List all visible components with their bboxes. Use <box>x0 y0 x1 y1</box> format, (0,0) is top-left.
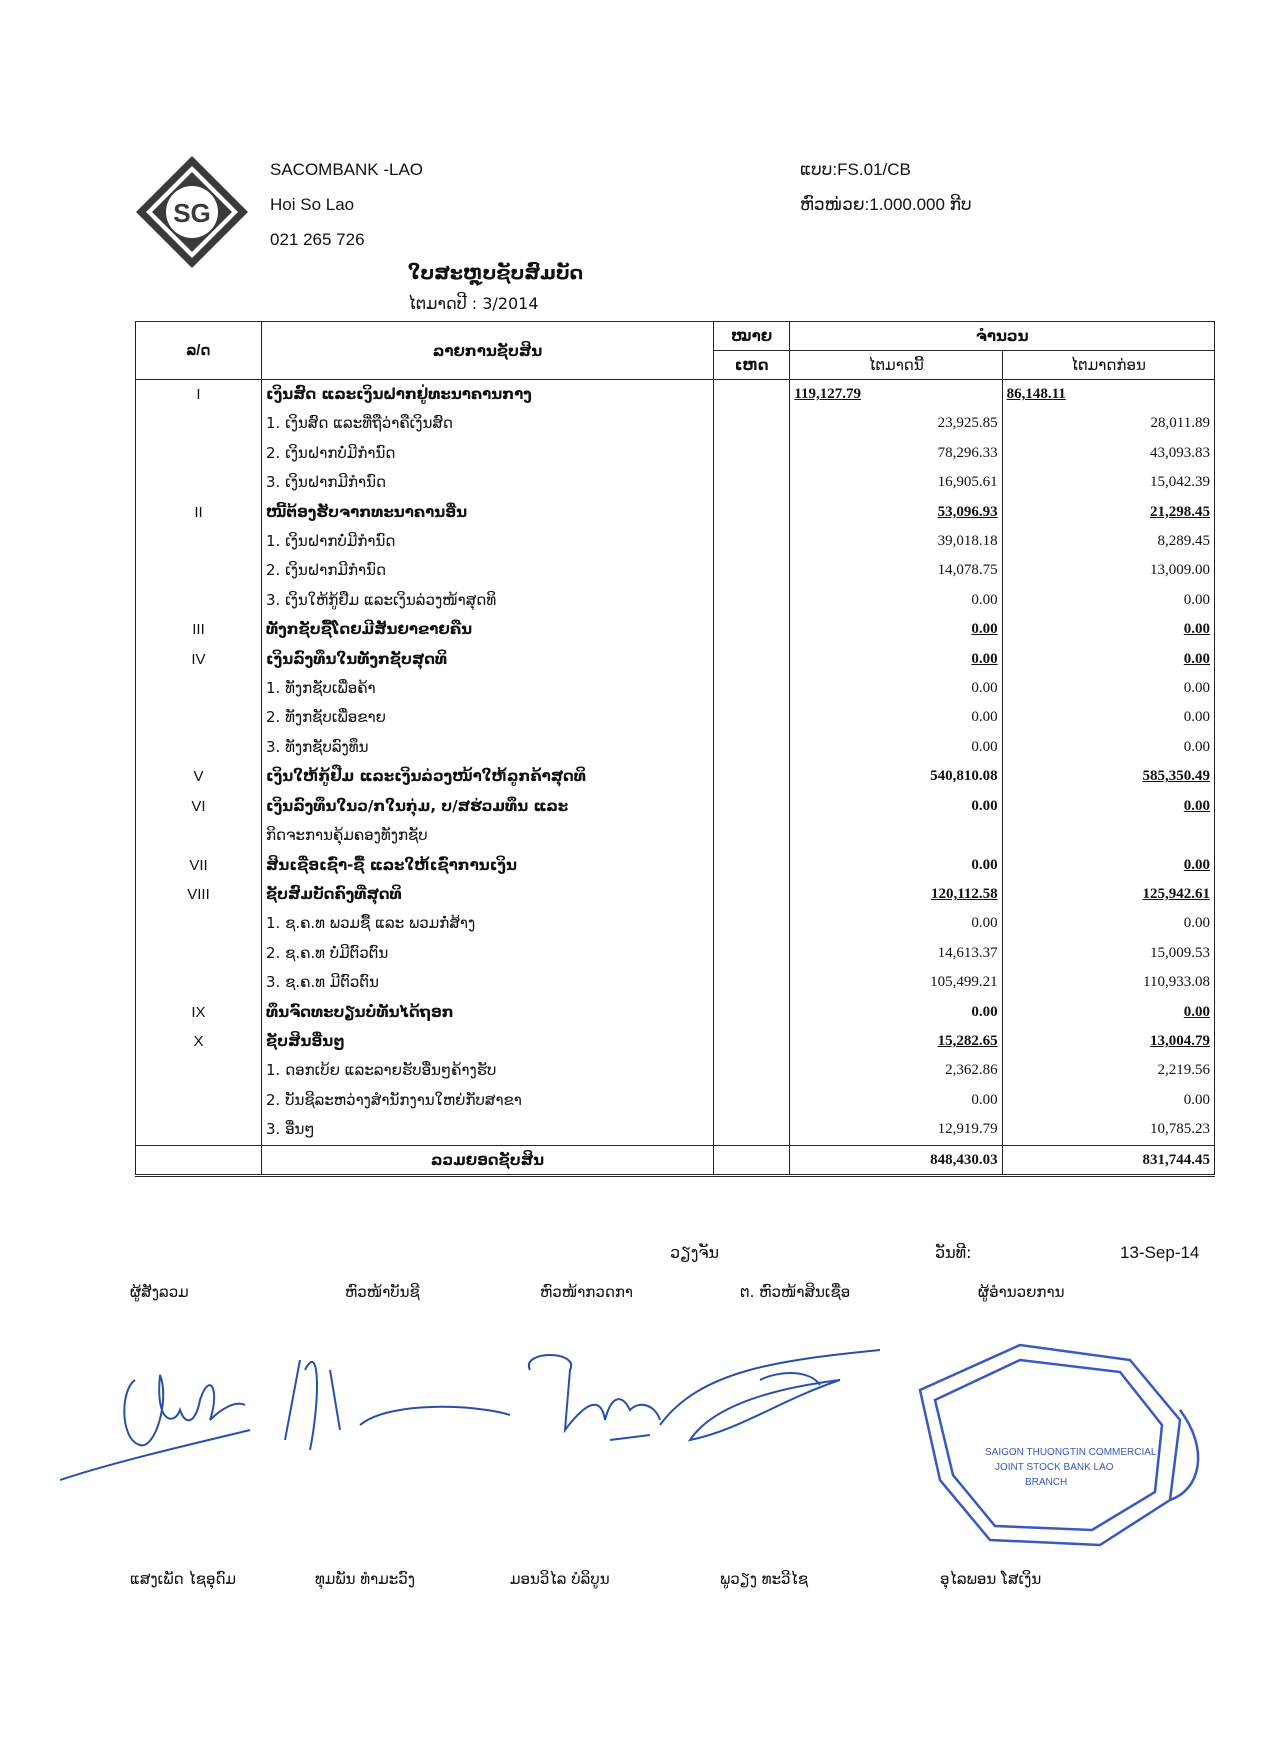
bank-logo <box>132 152 252 272</box>
row-previous: 2,219.56 <box>1002 1056 1214 1085</box>
row-previous: 110,933.08 <box>1002 968 1214 997</box>
row-current: 39,018.18 <box>790 527 1002 556</box>
row-item: ທຶນຈົດທະບຽນບໍ່ທັນໄດ້ຖອກ <box>261 998 713 1027</box>
row-item: ເງິນລົງທຶນໃນວ/ກໃນກຸ່ມ, ບ/ສຮ່ວມທຶນ ແລະ <box>261 792 713 821</box>
total-current: 848,430.03 <box>790 1145 1002 1175</box>
row-number: IV <box>136 645 262 674</box>
table-row <box>136 1056 1215 1085</box>
row-current: 120,112.58 <box>790 880 1002 909</box>
row-previous: 28,011.89 <box>1002 409 1214 438</box>
row-note <box>714 380 790 410</box>
row-previous: 0.00 <box>1002 674 1214 703</box>
row-item: 3. ທັງກຊັບລົງທຶນ <box>261 733 713 762</box>
row-current: 0.00 <box>790 586 1002 615</box>
row-note <box>714 1027 790 1056</box>
row-note <box>714 586 790 615</box>
total-label: ລວມຍອດຊັບສິນ <box>261 1145 713 1175</box>
row-previous: 0.00 <box>1002 909 1214 938</box>
col-header-item: ລາຍການຊັບສິນ <box>261 322 713 380</box>
row-note <box>714 1086 790 1115</box>
row-item: ຊັບສິນອື່ນໆ <box>261 1027 713 1056</box>
name-chief-accountant: ທຸມພັນ ທຳມະວົງ <box>315 1570 415 1588</box>
row-item: 3. ເງິນຝາກມີກຳນົດ <box>261 468 713 497</box>
row-number <box>136 439 262 468</box>
place-label: ວຽງຈັນ <box>670 1243 720 1262</box>
col-header-current: ໄຕມາດນີ້ <box>790 351 1002 380</box>
row-item: ທັງກຊັບຊື້ໂດຍມີສັນຍາຂາຍຄືນ <box>261 615 713 644</box>
table-row <box>136 1027 1215 1056</box>
row-current: 0.00 <box>790 674 1002 703</box>
date-label: ວັນທີ: <box>935 1243 972 1262</box>
table-row <box>136 498 1215 527</box>
row-item: 2. ທັງກຊັບເພື່ອຂາຍ <box>261 703 713 732</box>
row-note <box>714 880 790 909</box>
table-row <box>136 909 1215 938</box>
row-number: I <box>136 380 262 410</box>
table-row <box>136 733 1215 762</box>
form-code: ແບບ:FS.01/CB <box>800 160 911 179</box>
row-note <box>714 674 790 703</box>
row-note <box>714 968 790 997</box>
row-current: 0.00 <box>790 792 1002 821</box>
row-previous: 585,350.49 <box>1002 762 1214 791</box>
stamp-line-1: SAIGON THUONGTIN COMMERCIAL <box>985 1447 1157 1458</box>
row-current: 0.00 <box>790 851 1002 880</box>
row-note <box>714 1115 790 1145</box>
row-note <box>714 762 790 791</box>
row-note <box>714 792 790 821</box>
row-previous: 125,942.61 <box>1002 880 1214 909</box>
document-title: ໃບສະຫຼຸບຊັບສົມບັດ <box>408 262 584 284</box>
role-deputy-credit: ຕ. ຫົວໜ້າສິນເຊື່ອ <box>740 1283 851 1301</box>
role-director: ຜູ້ອຳນວຍການ <box>978 1283 1065 1301</box>
row-number <box>136 674 262 703</box>
row-item: ກິດຈະການຄຸ້ມຄອງທັງກຊັບ <box>261 821 713 850</box>
row-item: ຊັບສົມບັດຄົງທີ່ສຸດທິ <box>261 880 713 909</box>
row-number <box>136 409 262 438</box>
role-compiler: ຜູ້ສັງລວມ <box>130 1283 189 1301</box>
row-current: 53,096.93 <box>790 498 1002 527</box>
row-current: 0.00 <box>790 645 1002 674</box>
row-current: 0.00 <box>790 998 1002 1027</box>
row-previous: 15,009.53 <box>1002 939 1214 968</box>
row-number: IX <box>136 998 262 1027</box>
stamp-line-3: BRANCH <box>1025 1477 1068 1488</box>
row-current: 14,078.75 <box>790 556 1002 585</box>
row-previous: 0.00 <box>1002 586 1214 615</box>
row-number: VIII <box>136 880 262 909</box>
table-row <box>136 527 1215 556</box>
col-header-no: ລ/ດ <box>136 322 262 380</box>
row-previous: 0.00 <box>1002 645 1214 674</box>
row-previous: 10,785.23 <box>1002 1115 1214 1145</box>
col-header-amount: ຈຳນວນ <box>790 322 1215 351</box>
row-item: 1. ເງິນຝາກບໍ່ມີກຳນົດ <box>261 527 713 556</box>
col-header-note-2: ເຫດ <box>714 351 790 380</box>
row-current: 23,925.85 <box>790 409 1002 438</box>
row-item: ເງິນລົງທຶນໃນທັງກຊັບສຸດທິ <box>261 645 713 674</box>
row-current: 119,127.79 <box>790 380 1002 410</box>
table-row <box>136 821 1215 850</box>
row-item: 1. ດອກເບ້ຍ ແລະລາຍຮັບອື່ນໆຄ້າງຮັບ <box>261 1056 713 1085</box>
row-item: ໜີ້ຕ້ອງຮັບຈາກທະນາຄານອື່ນ <box>261 498 713 527</box>
table-row <box>136 439 1215 468</box>
row-number: II <box>136 498 262 527</box>
row-note <box>714 439 790 468</box>
unit-label: ຫົວໜ່ວຍ:1.000.000 ກີບ <box>800 195 972 214</box>
row-current: 15,282.65 <box>790 1027 1002 1056</box>
row-item: 2. ເງິນຝາກບໍ່ມີກຳນົດ <box>261 439 713 468</box>
signatures-area <box>60 1330 1240 1570</box>
row-note <box>714 703 790 732</box>
table-row <box>136 1115 1215 1145</box>
period-label: ໄຕມາດປີ : 3/2014 <box>408 294 539 313</box>
row-previous: 0.00 <box>1002 733 1214 762</box>
table-row <box>136 968 1215 997</box>
date-value: 13-Sep-14 <box>1120 1243 1200 1262</box>
table-row <box>136 1086 1215 1115</box>
row-item: 3. ອື່ນໆ <box>261 1115 713 1145</box>
row-note <box>714 645 790 674</box>
phone-number: 021 265 726 <box>270 230 365 249</box>
table-row <box>136 468 1215 497</box>
name-deputy-credit: ພູວຽງ ທະວີໄຊ <box>720 1570 809 1588</box>
row-number <box>136 939 262 968</box>
row-note <box>714 998 790 1027</box>
row-previous: 0.00 <box>1002 792 1214 821</box>
row-previous: 0.00 <box>1002 998 1214 1027</box>
table-row <box>136 645 1215 674</box>
row-previous: 13,009.00 <box>1002 556 1214 585</box>
row-item: 1. ເງິນສົດ ແລະທີ່ຖືວ່າຄືເງິນສົດ <box>261 409 713 438</box>
row-current: 2,362.86 <box>790 1056 1002 1085</box>
row-note <box>714 821 790 850</box>
svg-text:SG: SG <box>173 198 211 228</box>
row-number <box>136 821 262 850</box>
row-item: 3. ຊ.ຄ.ທ ມີຕົວຕົນ <box>261 968 713 997</box>
row-previous: 43,093.83 <box>1002 439 1214 468</box>
row-number <box>136 1056 262 1085</box>
row-previous: 0.00 <box>1002 1086 1214 1115</box>
row-note <box>714 498 790 527</box>
row-current: 105,499.21 <box>790 968 1002 997</box>
row-number <box>136 909 262 938</box>
row-current: 0.00 <box>790 909 1002 938</box>
row-current: 0.00 <box>790 733 1002 762</box>
row-note <box>714 851 790 880</box>
row-previous: 8,289.45 <box>1002 527 1214 556</box>
row-current: 0.00 <box>790 703 1002 732</box>
row-item: ສິນເຊື່ອເຊົ່າ-ຊື້ ແລະໃຫ້ເຊົ່າການເງິນ <box>261 851 713 880</box>
row-previous: 0.00 <box>1002 851 1214 880</box>
row-current: 0.00 <box>790 615 1002 644</box>
office-name: Hoi So Lao <box>270 195 355 214</box>
role-chief-auditor: ຫົວໜ້າກວດກາ <box>540 1283 634 1301</box>
table-row <box>136 880 1215 909</box>
row-current: 0.00 <box>790 1086 1002 1115</box>
row-note <box>714 468 790 497</box>
row-number: VII <box>136 851 262 880</box>
row-note <box>714 1056 790 1085</box>
name-director: ອຸໄລພອນ ໂສເງິນ <box>940 1570 1042 1588</box>
total-previous: 831,744.45 <box>1002 1145 1214 1175</box>
row-item: ເງິນໃຫ້ກູ້ຢືມ ແລະເງິນລ່ວງໜ້າໃຫ້ລູກຄ້າສຸດທິ <box>261 762 713 791</box>
name-compiler: ແສງເພັດ ໄຊອຸດົມ <box>130 1570 237 1588</box>
row-item: 2. ຊ.ຄ.ທ ບໍ່ມີຕົວຕົນ <box>261 939 713 968</box>
row-previous: 86,148.11 <box>1002 380 1214 410</box>
row-current: 16,905.61 <box>790 468 1002 497</box>
table-row <box>136 615 1215 644</box>
table-row <box>136 586 1215 615</box>
row-previous: 0.00 <box>1002 703 1214 732</box>
row-number: VI <box>136 792 262 821</box>
table-body <box>136 380 1215 1146</box>
row-note <box>714 556 790 585</box>
row-current: 14,613.37 <box>790 939 1002 968</box>
bank-name: SACOMBANK -LAO <box>270 160 424 179</box>
table-row <box>136 851 1215 880</box>
row-item: ເງິນສົດ ແລະເງິນຝາກຢູ່ທະນາຄານກາງ <box>261 380 713 410</box>
row-previous: 21,298.45 <box>1002 498 1214 527</box>
row-number <box>136 1115 262 1145</box>
row-previous: 13,004.79 <box>1002 1027 1214 1056</box>
col-header-previous: ໄຕມາດກ່ອນ <box>1002 351 1214 380</box>
table-row <box>136 674 1215 703</box>
row-number <box>136 1086 262 1115</box>
row-item: 1. ຊ.ຄ.ທ ພວມຊື້ ແລະ ພວມກໍ່ສ້າງ <box>261 909 713 938</box>
row-current <box>790 821 1002 850</box>
total-row <box>136 1145 1215 1175</box>
table-row <box>136 703 1215 732</box>
row-number <box>136 968 262 997</box>
row-number <box>136 527 262 556</box>
row-note <box>714 615 790 644</box>
row-current: 540,810.08 <box>790 762 1002 791</box>
row-current: 78,296.33 <box>790 439 1002 468</box>
row-item: 1. ທັງກຊັບເພື່ອຄ້າ <box>261 674 713 703</box>
table-row <box>136 939 1215 968</box>
row-item: 2. ບັນຊີລະຫວ່າງສຳນັກງານໃຫຍ່ກັບສາຂາ <box>261 1086 713 1115</box>
table-row <box>136 998 1215 1027</box>
table-row <box>136 380 1215 410</box>
row-note <box>714 409 790 438</box>
row-number <box>136 468 262 497</box>
row-previous: 15,042.39 <box>1002 468 1214 497</box>
row-number <box>136 703 262 732</box>
stamp-line-2: JOINT STOCK BANK LAO <box>995 1462 1114 1473</box>
row-previous: 0.00 <box>1002 615 1214 644</box>
row-note <box>714 909 790 938</box>
row-number: III <box>136 615 262 644</box>
row-note <box>714 939 790 968</box>
row-current: 12,919.79 <box>790 1115 1002 1145</box>
row-note <box>714 527 790 556</box>
row-item: 3. ເງິນໃຫ້ກູ້ຢືມ ແລະເງິນລ່ວງໜ້າສຸດທິ <box>261 586 713 615</box>
table-row <box>136 409 1215 438</box>
row-item: 2. ເງິນຝາກມີກຳນົດ <box>261 556 713 585</box>
role-chief-accountant: ຫົວໜ້າບັນຊີ <box>345 1283 420 1301</box>
row-number <box>136 733 262 762</box>
row-previous <box>1002 821 1214 850</box>
row-number: X <box>136 1027 262 1056</box>
table-row <box>136 762 1215 791</box>
row-number <box>136 556 262 585</box>
table-row <box>136 792 1215 821</box>
table-row <box>136 556 1215 585</box>
row-number <box>136 586 262 615</box>
row-note <box>714 733 790 762</box>
balance-sheet-table <box>135 321 1215 1177</box>
name-chief-auditor: ມອນວິໄລ ບໍລິບູນ <box>510 1570 610 1588</box>
col-header-note-1: ໝາຍ <box>714 322 790 351</box>
row-number: V <box>136 762 262 791</box>
